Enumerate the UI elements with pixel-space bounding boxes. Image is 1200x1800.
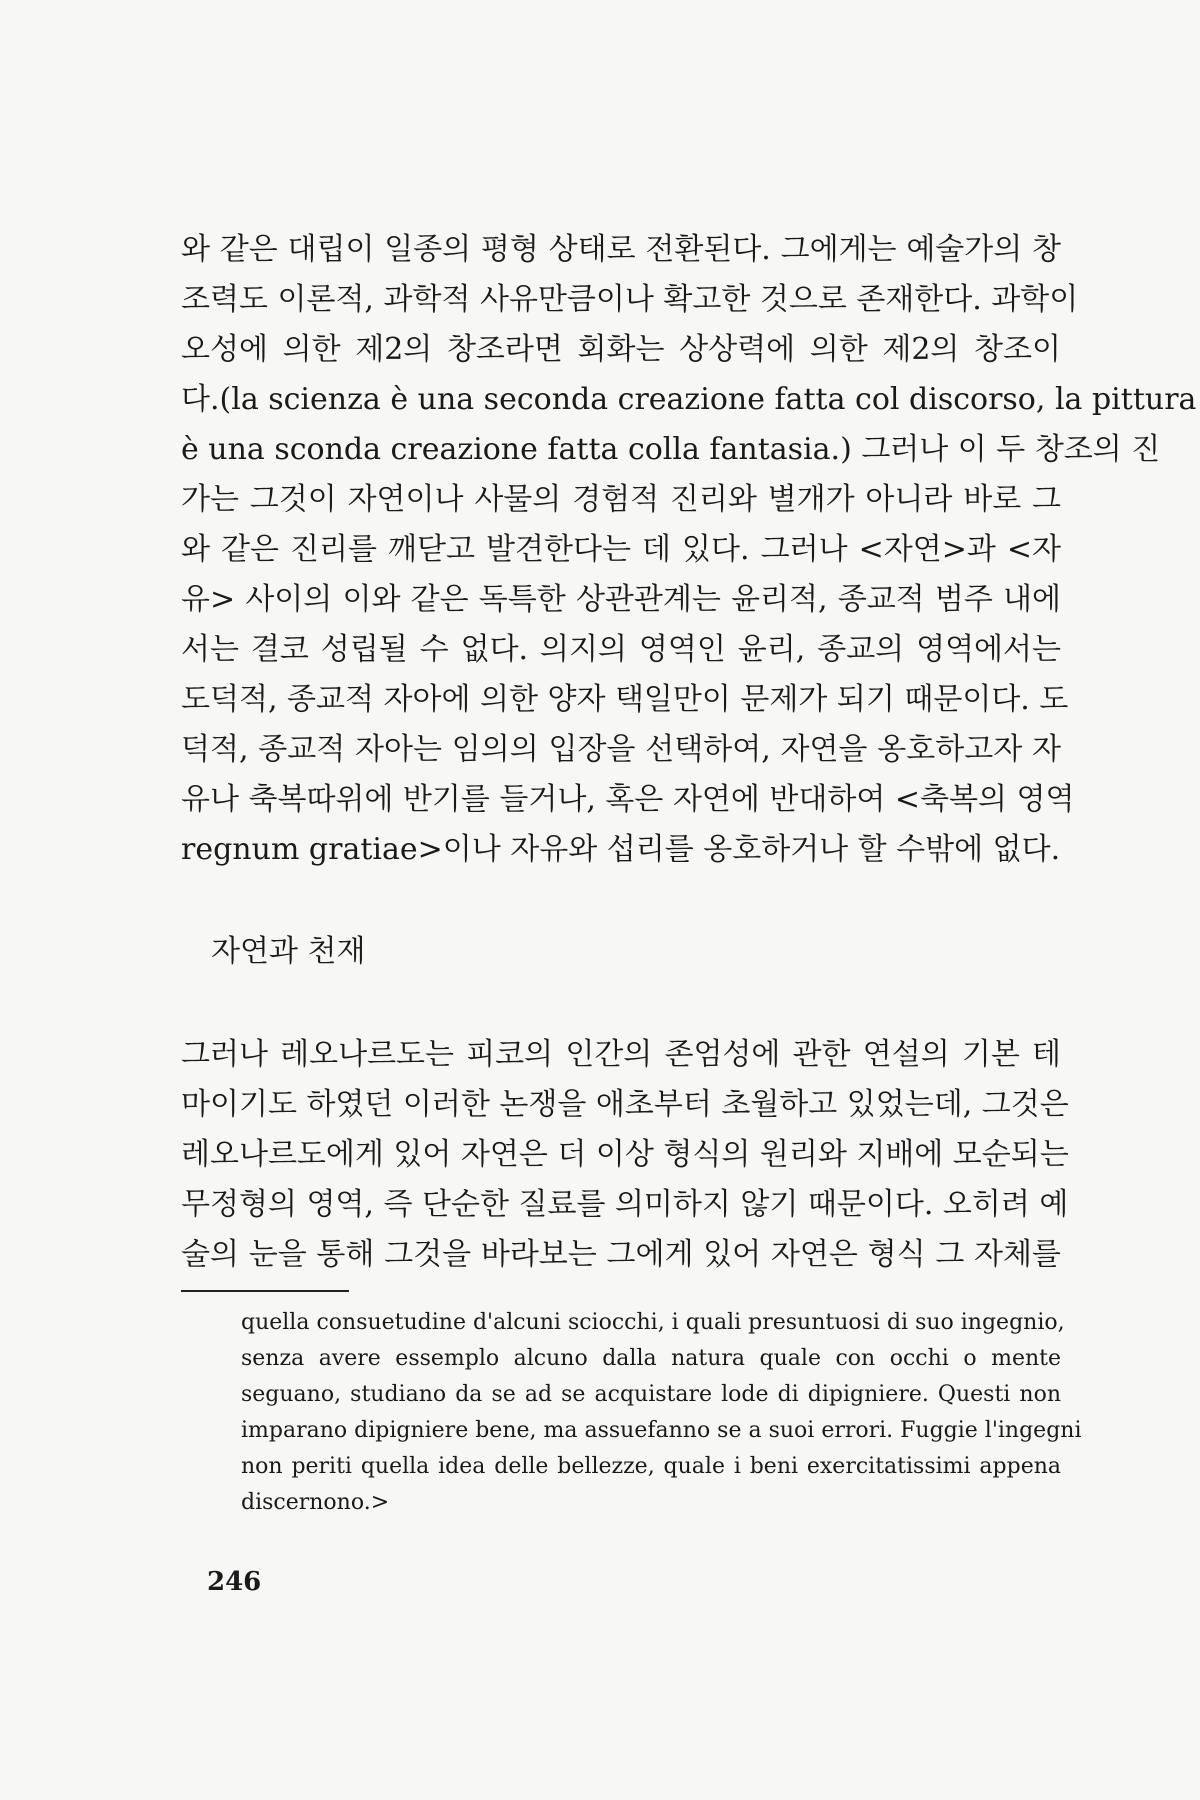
section-heading: 자연과 천재 <box>211 934 366 969</box>
footnote-line: senza avere essemplo alcuno dalla natura quale con occhi o mente <box>241 1346 1061 1371</box>
text-line: 가는 그것이 자연이나 사물의 경험적 진리와 별개가 아니라 바로 그 <box>181 482 1061 517</box>
text-line: 레오나르도에게 있어 자연은 더 이상 형식의 원리와 지배에 모순되는 <box>181 1137 1069 1172</box>
text-line: 유나 축복따위에 반기를 들거나, 혹은 자연에 반대하여 <축복의 영역 <box>181 782 1075 817</box>
text-line: 오성에 의한 제2의 창조라면 회화는 상상력에 의한 제2의 창조이 <box>181 332 1061 367</box>
footnote-line: non periti quella idea delle bellezze, quale i beni exercitatissimi appena <box>241 1454 1061 1479</box>
body-paragraph-1 <box>181 225 1197 875</box>
text-line: è una sconda creazione fatta colla fantasia.) 그러나 이 두 창조의 진 <box>181 432 1161 467</box>
page-number: 246 <box>207 1567 262 1597</box>
text-line: 서는 결코 성립될 수 없다. 의지의 영역인 윤리, 종교의 영역에서는 <box>181 632 1061 667</box>
footnote-line: imparano dipigniere bene, ma assuefanno se a suoi errori. Fuggie l'ingegni <box>241 1418 1082 1443</box>
text-line: regnum gratiae>이나 자유와 섭리를 옹호하거나 할 수밖에 없다. <box>181 832 1061 867</box>
body-paragraph-2 <box>181 1030 1069 1280</box>
text-line: 조력도 이론적, 과학적 사유만큼이나 확고한 것으로 존재한다. 과학이 <box>181 282 1079 317</box>
footnote-line: discernono.> <box>241 1490 390 1515</box>
text-line: 와 같은 대립이 일종의 평형 상태로 전환된다. 그에게는 예술가의 창 <box>181 232 1061 267</box>
text-line: 덕적, 종교적 자아는 임의의 입장을 선택하여, 자연을 옹호하고자 자 <box>181 732 1061 767</box>
footnote-divider <box>181 1290 349 1292</box>
footnote <box>241 1305 1082 1521</box>
footnote-line: quella consuetudine d'alcuni sciocchi, i quali presuntuosi di suo ingegnio, <box>241 1310 1065 1335</box>
footnote-line: seguano, studiano da se ad se acquistare lode di dipigniere. Questi non <box>241 1382 1061 1407</box>
text-line: 마이기도 하였던 이러한 논쟁을 애초부터 초월하고 있었는데, 그것은 <box>181 1087 1069 1122</box>
text-line: 유> 사이의 이와 같은 독특한 상관관계는 윤리적, 종교적 범주 내에 <box>181 582 1061 617</box>
text-line: 무정형의 영역, 즉 단순한 질료를 의미하지 않기 때문이다. 오히려 예 <box>181 1187 1069 1222</box>
text-line: 다.(la scienza è una seconda creazione fatta col discorso, la pittura <box>181 382 1197 417</box>
text-line: 술의 눈을 통해 그것을 바라보는 그에게 있어 자연은 형식 그 자체를 <box>181 1237 1061 1272</box>
text-line: 와 같은 진리를 깨닫고 발견한다는 데 있다. 그러나 <자연>과 <자 <box>181 532 1061 567</box>
text-line: 그러나 레오나르도는 피코의 인간의 존엄성에 관한 연설의 기본 테 <box>181 1037 1061 1072</box>
text-line: 도덕적, 종교적 자아에 의한 양자 택일만이 문제가 되기 때문이다. 도 <box>181 682 1069 717</box>
